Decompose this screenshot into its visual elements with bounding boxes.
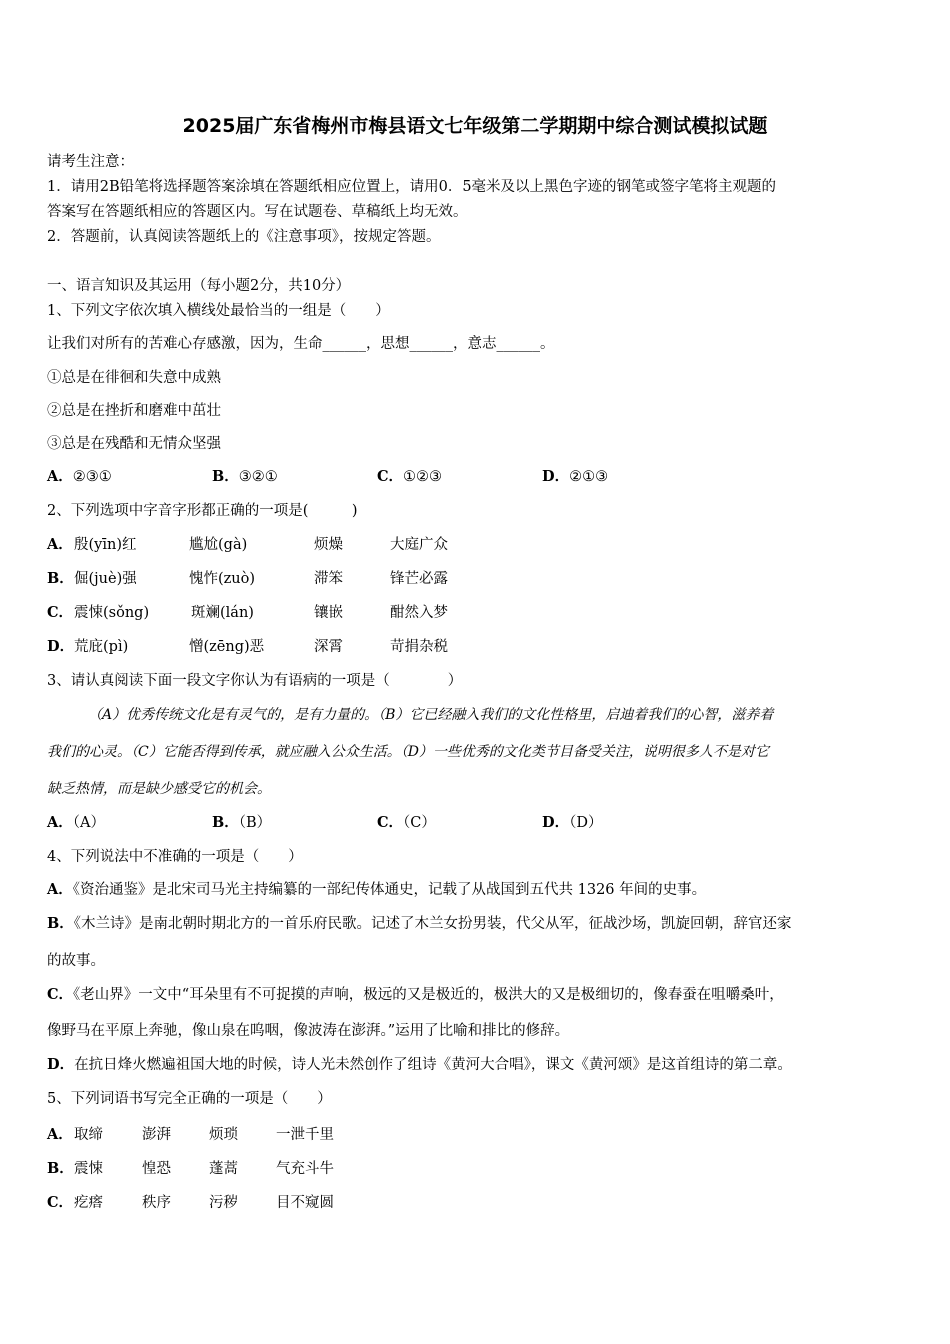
q4-option-c-continued: 像野马在平原上奔驰，像山泉在呜咽，像波涛在澎湃。”运用了比喻和排比的修辞。	[47, 1023, 570, 1039]
notice-heading: 请考生注意：	[47, 154, 134, 170]
q3-option-a[interactable]: A．（A）	[47, 814, 105, 831]
word-2: 澎湃	[142, 1127, 171, 1143]
word-3: 镶嵌	[314, 605, 343, 621]
option-label: C．	[47, 604, 74, 621]
q4-option-b[interactable]: B．《木兰诗》是南北朝时期北方的一首乐府民歌。记述了木兰女扮男装，代父从军，征战沙场，凯旋回朝，辞官还家	[47, 915, 792, 932]
word-3: 蓬蒿	[209, 1161, 238, 1177]
option-label: A．	[47, 1126, 73, 1143]
word-2: 憎(zēng)恶	[189, 639, 265, 655]
notice-item-1-line-1: 1．请用2B铅笔将选择题答案涂填在答题纸相应位置上，请用0．5毫米及以上黑色字迹的钢笔或签字笔将主观题的	[47, 179, 777, 195]
word-4: 大庭广众	[390, 537, 448, 553]
word-2: 斑斓(lán)	[191, 605, 254, 621]
word-2: 秩序	[142, 1195, 171, 1211]
option-label: B．	[47, 1160, 74, 1177]
q4-stem: 4、下列说法中不准确的一项是（ ）	[47, 849, 303, 865]
notice-item-1-line-2: 答案写在答题纸相应的答题区内。写在试题卷、草稿纸上均无效。	[47, 204, 468, 220]
q3-stem: 3、请认真阅读下面一段文字你认为有语病的一项是（ ）	[47, 673, 463, 689]
word-3: 滞笨	[314, 571, 343, 587]
q1-option-d[interactable]: D．②①③	[542, 468, 609, 485]
word-1: 倔(juè)强	[74, 571, 137, 587]
q2-stem: 2、下列选项中字音字形都正确的一项是( )	[47, 503, 358, 519]
option-label: A．	[47, 536, 73, 553]
section-heading: 一、语言知识及其运用（每小题2分，共10分）	[47, 278, 351, 294]
option-label: B．	[47, 570, 74, 587]
q3-option-d[interactable]: D．（D）	[542, 814, 603, 831]
word-4: 锋芒必露	[390, 571, 448, 587]
q4-option-b-continued: 的故事。	[47, 953, 105, 969]
q1-sentence: 让我们对所有的苦难心存感激，因为，生命______，思想______，意志______。	[47, 336, 555, 352]
word-3: 烦燥	[314, 537, 343, 553]
word-3: 污秽	[209, 1195, 238, 1211]
q1-statement-1: ①总是在徘徊和失意中成熟	[47, 370, 221, 386]
q1-statement-3: ③总是在残酷和无情众坚强	[47, 436, 221, 452]
word-1: 荒庇(pì)	[74, 639, 129, 655]
q4-option-d[interactable]: D．在抗日烽火燃遍祖国大地的时候，诗人光未然创作了组诗《黄河大合唱》，课文《黄河颂》是这首组诗的第二章。	[47, 1056, 792, 1073]
word-1: 殷(yīn)红	[74, 537, 137, 553]
q5-stem: 5、下列词语书写完全正确的一项是（ ）	[47, 1091, 332, 1107]
word-1: 取缔	[74, 1127, 103, 1143]
q4-option-c[interactable]: C．《老山界》一文中“耳朵里有不可捉摸的声响，极远的又是极近的，极洪大的又是极细切的，像春蚕在咀嚼桑叶，	[47, 986, 784, 1003]
word-1: 疙瘩	[74, 1195, 103, 1211]
q1-option-c[interactable]: C．①②③	[377, 468, 443, 485]
q3-paragraph-line-2: 我们的心灵。（C）它能否得到传承，就应融入公众生活。（D）一些优秀的文化类节目备受关注，说明很多人不是对它	[47, 744, 769, 760]
word-3: 烦琐	[209, 1127, 238, 1143]
word-2: 惶恐	[142, 1161, 171, 1177]
q3-paragraph-line-3: 缺乏热情，而是缺少感受它的机会。	[47, 781, 271, 797]
word-2: 尴尬(gà)	[189, 537, 248, 553]
word-4: 一泄千里	[276, 1127, 334, 1143]
word-4: 苛捐杂税	[390, 639, 448, 655]
word-1: 震悚	[74, 1161, 103, 1177]
option-label: D．	[47, 638, 75, 655]
word-4: 气充斗牛	[276, 1161, 334, 1177]
option-label: C．	[47, 1194, 74, 1211]
word-4: 目不窥圆	[276, 1195, 334, 1211]
word-3: 深霄	[314, 639, 343, 655]
notice-item-2: 2．答题前，认真阅读答题纸上的《注意事项》，按规定答题。	[47, 229, 441, 245]
word-2: 愧怍(zuò)	[189, 571, 256, 587]
word-1: 震悚(sǒng)	[74, 605, 150, 621]
q4-option-a[interactable]: A．《资治通鉴》是北宋司马光主持编纂的一部纪传体通史，记载了从战国到五代共 1326 年间的史事。	[47, 881, 707, 898]
q3-option-c[interactable]: C．（C）	[377, 814, 436, 831]
page-title: 2025届广东省梅州市梅县语文七年级第二学期期中综合测试模拟试题	[182, 115, 768, 137]
q1-stem: 1、下列文字依次填入横线处最恰当的一组是（ ）	[47, 303, 390, 319]
q1-option-a[interactable]: A．②③①	[47, 468, 112, 485]
q3-paragraph-line-1: （A）优秀传统文化是有灵气的，是有力量的。（B）它已经融入我们的文化性格里，启迪着我们的心智，滋养着	[88, 707, 774, 723]
q3-option-b[interactable]: B．（B）	[212, 814, 272, 831]
word-4: 酣然入梦	[390, 605, 448, 621]
q1-statement-2: ②总是在挫折和磨难中茁壮	[47, 403, 221, 419]
q1-option-b[interactable]: B．③②①	[212, 468, 278, 485]
